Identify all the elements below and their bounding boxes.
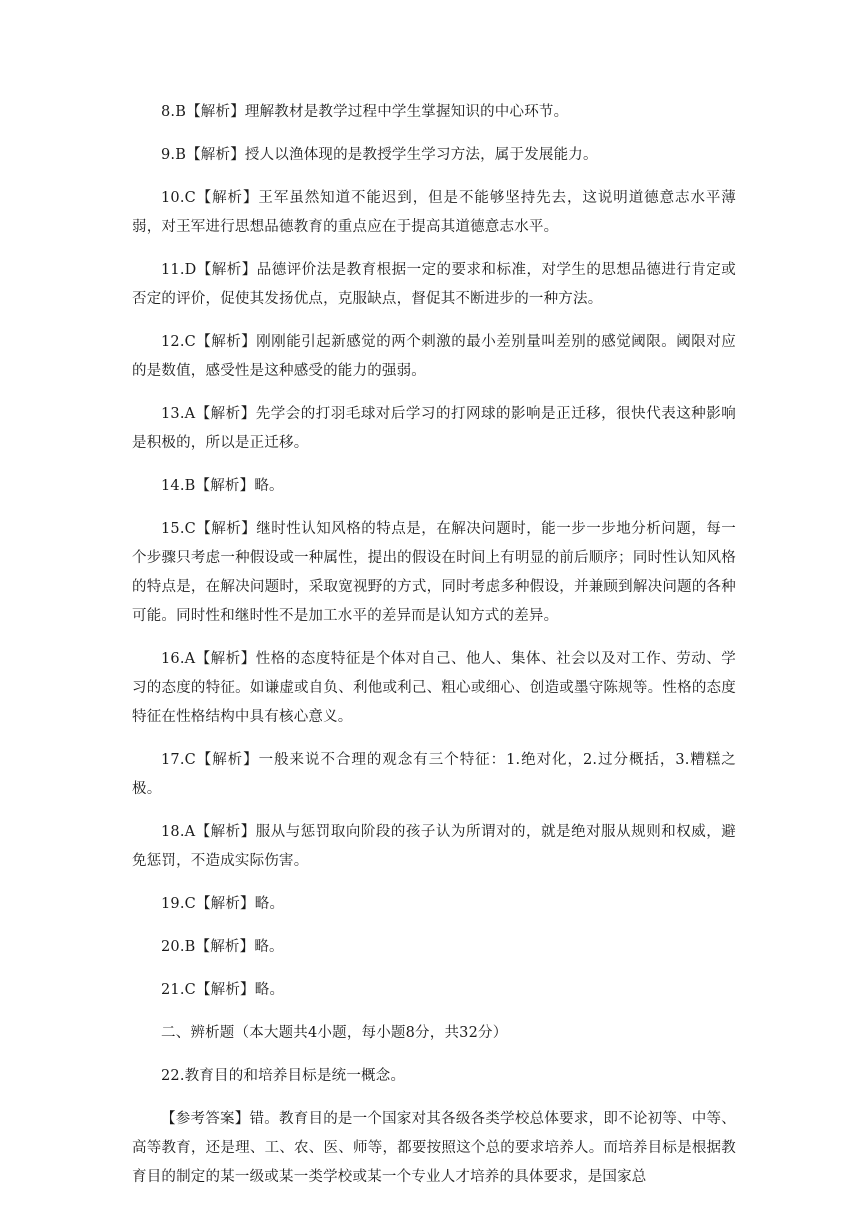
answer-15: 15.C【解析】继时性认知风格的特点是，在解决问题时，能一步一步地分析问题，每一个步骤只考虑一种假设或一种属性，提出的假设在时间上有明显的前后顺序；同时性认知风格的特点是，在解决问题时，采取宽视野的方式，同时考虑多种假设，并兼顾到解决问题的各种可能。同时性和继时性不是加工水平的差异而是认知方式的差异。 <box>132 521 736 624</box>
answer-12: 12.C【解析】刚刚能引起新感觉的两个刺激的最小差别量叫差别的感觉阈限。阈限对应的是数值，感受性是这种感受的能力的强弱。 <box>132 334 736 379</box>
answer-21: 21.C【解析】略。 <box>161 982 285 998</box>
answer-16: 16.A【解析】性格的态度特征是个体对自己、他人、集体、社会以及对工作、劳动、学习的态度的特征。如谦虚或自负、利他或利己、粗心或细心、创造或墨守陈规等。性格的态度特征在性格结构中具有核心意义。 <box>132 651 736 725</box>
answer-11: 11.D【解析】品德评价法是教育根据一定的要求和标准，对学生的思想品德进行肯定或否定的评价，促使其发扬优点，克服缺点，督促其不断进步的一种方法。 <box>132 262 736 307</box>
question-22: 22.教育目的和培养目标是统一概念。 <box>161 1068 406 1084</box>
answer-17: 17.C【解析】一般来说不合理的观念有三个特征：1.绝对化，2.过分概括，3.糟糕之极。 <box>132 752 736 797</box>
answer-8: 8.B【解析】理解教材是教学过程中学生掌握知识的中心环节。 <box>161 104 569 120</box>
document-page <box>132 98 736 1206</box>
answer-19: 19.C【解析】略。 <box>161 896 285 912</box>
answer-9: 9.B【解析】授人以渔体现的是教授学生学习方法，属于发展能力。 <box>161 147 598 163</box>
section-heading: 二、辨析题（本大题共4小题，每小题8分，共32分） <box>161 1025 508 1041</box>
reference-answer-22: 【参考答案】错。教育目的是一个国家对其各级各类学校总体要求，即不论初等、中等、高等教育，还是理、工、农、医、师等，都要按照这个总的要求培养人。而培养目标是根据教育目的制定的某一级或某一类学校或某一个专业人才培养的具体要求，是国家总 <box>132 1111 736 1185</box>
answer-14: 14.B【解析】略。 <box>161 478 284 494</box>
answer-10: 10.C【解析】王军虽然知道不能迟到，但是不能够坚持先去，这说明道德意志水平薄弱，对王军进行思想品德教育的重点应在于提高其道德意志水平。 <box>132 190 736 235</box>
answer-13: 13.A【解析】先学会的打羽毛球对后学习的打网球的影响是正迁移，很快代表这种影响是积极的，所以是正迁移。 <box>132 406 736 451</box>
answer-18: 18.A【解析】服从与惩罚取向阶段的孩子认为所谓对的，就是绝对服从规则和权威，避免惩罚，不造成实际伤害。 <box>132 824 736 869</box>
answer-20: 20.B【解析】略。 <box>161 939 284 955</box>
